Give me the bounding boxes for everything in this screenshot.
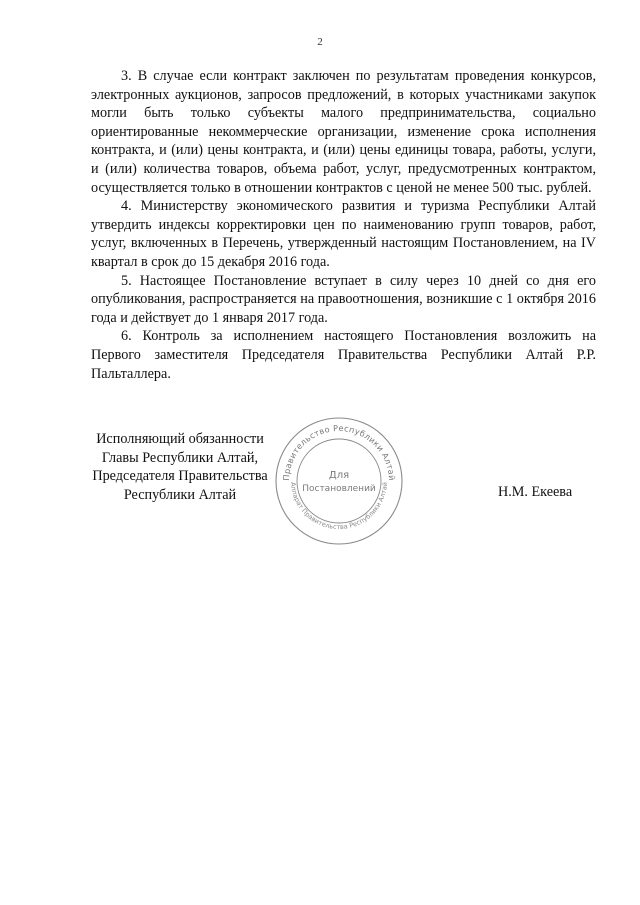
signatory-position-line: Председателя Правительства <box>92 468 268 485</box>
paragraph-3: 3. В случае если контракт заключен по результатам проведения конкурсов, электронных аукционов, запросов предложений, в которых участниками закупок могли быть только субъекты малого предпринимательства, социально ориентированные некоммерческие организации, изменение срока исполнения контракта, и (или) цены контракта, и (или) цены единицы товара, работы, услуги, и (или) количества товаров, объема работ, услуг, предусмотренных контрактом, осуществляется только в отношении контрактов с ценой не менее 500 тыс. рублей. <box>91 68 596 196</box>
stamp-bottom-text: Аппарат Правительства Республики Алтай <box>288 481 390 532</box>
page-number: 2 <box>317 36 323 48</box>
signatory-name: Н.М. Екеева <box>498 484 573 500</box>
paragraph-4: 4. Министерству экономического развития и туризма Республики Алтай утвердить индексы корректировки цен по наименованию групп товаров, работ, услуг, включенных в Перечень, утвержденный настоящим Постановлением, на IV квартал в срок до 15 декабря 2016 года. <box>91 198 596 270</box>
signatory-position-line: Главы Республики Алтай, <box>101 449 259 466</box>
stamp-inner-text-line1: Для <box>328 470 350 481</box>
stamp-inner-ring <box>297 439 381 523</box>
signatory-position-line: Республики Алтай <box>123 486 237 503</box>
signatory-position <box>80 430 280 504</box>
paragraph-6: 6. Контроль за исполнением настоящего Постановления возложить на Первого заместителя Председателя Правительства Республики Алтай Р.Р. Пальталлера. <box>91 328 596 382</box>
stamp-inner-text-line2: Постановлений <box>302 484 376 494</box>
official-seal-stamp <box>272 414 406 548</box>
paragraph-5: 5. Настоящее Постановление вступает в силу через 10 дней со дня его опубликования, распространяется на правоотношения, возникшие с 1 октября 2016 года и действует до 1 января 2017 года. <box>91 272 596 326</box>
stamp-outer-text: Правительство Республики Алтай <box>280 422 398 482</box>
document-body <box>91 67 596 383</box>
signatory-position-line: Исполняющий обязанности <box>96 431 264 447</box>
